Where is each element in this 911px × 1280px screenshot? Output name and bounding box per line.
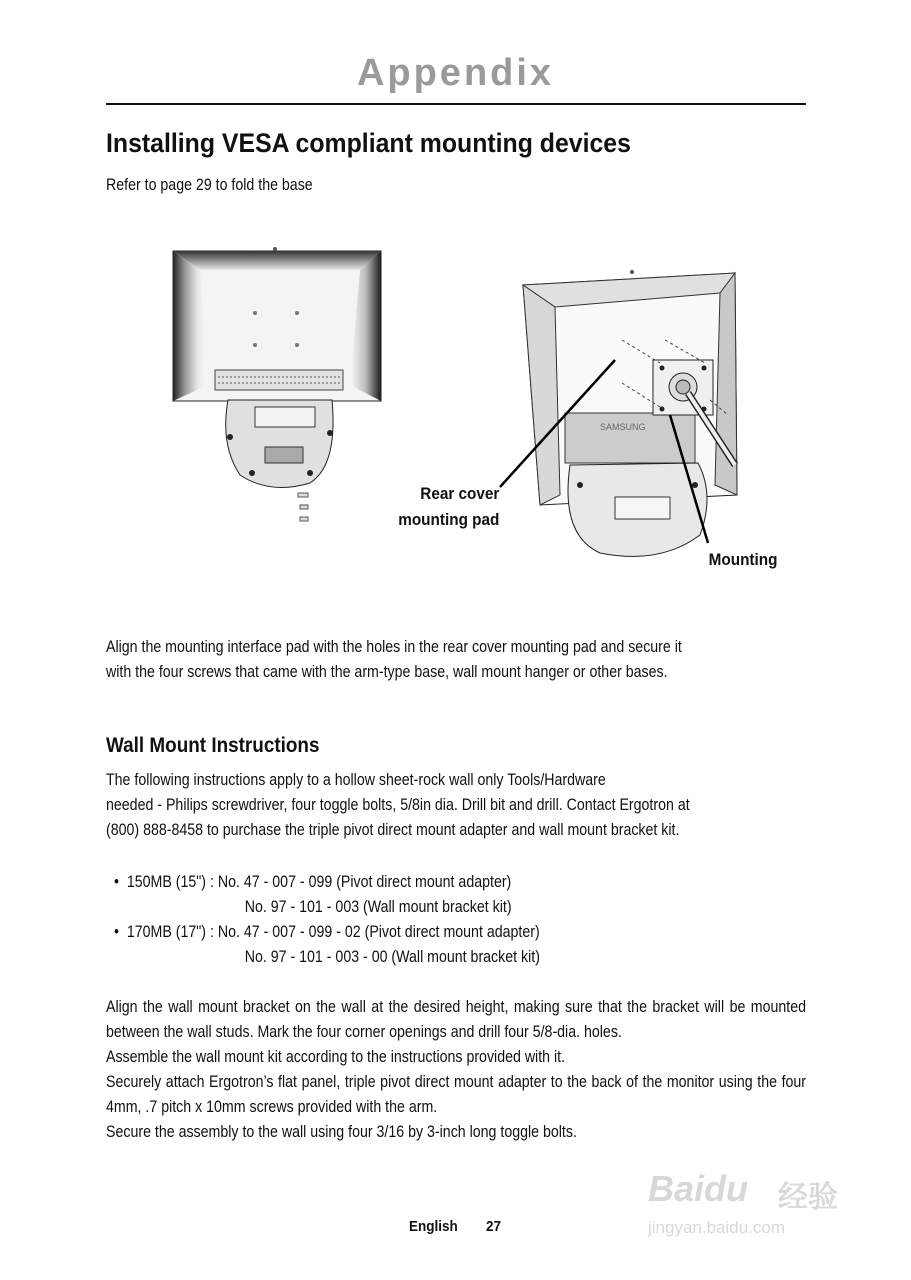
appendix-title: Appendix	[356, 52, 555, 94]
align-paragraph-line1: Align the mounting interface pad with the holes in the rear cover mounting pad and secure it	[106, 638, 682, 656]
step-paragraph: Align the wall mount bracket on the wall at the desired height, making sure that the bracket will be mounted between the wall studs. Mark the four corner openings and drill four 5/8-dia. holes.	[106, 998, 807, 1041]
callout-rear-cover	[398, 481, 499, 533]
wall-intro-line3: (800) 888-8458 to purchase the triple pivot direct mount adapter and wall mount bracket kit.	[106, 821, 680, 839]
footer-language: English	[409, 1218, 458, 1235]
model-list	[114, 870, 609, 970]
brand-label: SAMSUNG	[600, 422, 646, 432]
align-paragraph	[106, 635, 776, 685]
step-paragraph: Assemble the wall mount kit according to the instructions provided with it.	[106, 1048, 566, 1066]
bullet: •	[114, 923, 119, 941]
section-intro: Refer to page 29 to fold the base	[106, 176, 313, 194]
left-monitor-drawing	[173, 247, 381, 521]
page-number: 27	[486, 1218, 502, 1235]
step-paragraph: Secure the assembly to the wall using four 3/16 by 3-inch long toggle bolts.	[106, 1123, 577, 1141]
align-paragraph-line2: with the four screws that came with the arm-type base, wall mount hanger or other bases.	[106, 663, 668, 681]
model-label: 150MB (15") :	[126, 873, 214, 891]
wall-steps	[106, 995, 806, 1145]
model-label: 170MB (17") :	[126, 923, 214, 941]
title-divider	[106, 103, 806, 105]
list-item	[114, 895, 540, 920]
section-heading: Installing VESA compliant mounting devices	[106, 128, 631, 158]
callout-rear-cover-line2: mounting pad	[397, 510, 499, 529]
part-number: No. 47 - 007 - 099 (Pivot direct mount adapter)	[217, 873, 512, 891]
part-number: No. 97 - 101 - 003 (Wall mount bracket kit)	[244, 898, 512, 916]
part-number: No. 97 - 101 - 003 - 00 (Wall mount bracket kit)	[244, 948, 540, 966]
list-item	[114, 870, 540, 895]
callout-rear-cover-line1: Rear cover	[419, 484, 499, 503]
watermark-brand: Baidu	[648, 1168, 749, 1209]
wall-intro-line1: The following instructions apply to a hollow sheet-rock wall only Tools/Hardware	[106, 771, 606, 789]
callout-mounting: Mounting	[708, 550, 777, 569]
wall-mount-heading: Wall Mount Instructions	[106, 734, 320, 757]
step-paragraph: Securely attach Ergotron’s flat panel, triple pivot direct mount adapter to the back of the monitor using the four 4mm, .7 pitch x 10mm screws provided with the arm.	[106, 1073, 807, 1116]
list-item	[114, 920, 540, 945]
wall-intro-line2: needed - Philips screwdriver, four toggle bolts, 5/8in dia. Drill bit and drill. Contact Ergotron at	[106, 796, 690, 814]
right-monitor-drawing	[523, 270, 737, 556]
part-number: No. 47 - 007 - 099 - 02 (Pivot direct mount adapter)	[217, 923, 540, 941]
list-item	[114, 945, 540, 970]
watermark-url: jingyan.baidu.com	[648, 1218, 786, 1237]
wall-intro	[106, 768, 785, 843]
bullet: •	[114, 873, 119, 891]
monitor-rear-illustration	[160, 235, 800, 595]
watermark-cn: 经验	[778, 1181, 838, 1214]
